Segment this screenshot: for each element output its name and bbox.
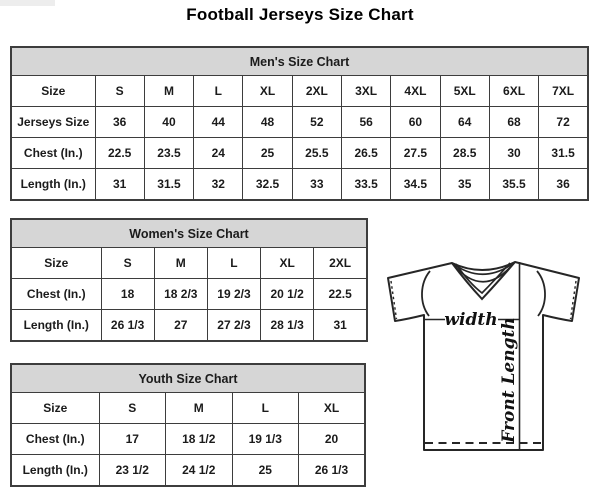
- cell-value: 25: [232, 454, 299, 486]
- column-header: 2XL: [314, 248, 367, 279]
- cell-value: 31.5: [539, 137, 588, 168]
- womens-size-chart-table: [10, 218, 368, 342]
- table-header-row: [11, 76, 588, 107]
- cell-value: 28.5: [440, 137, 489, 168]
- row-label: Chest (In.): [11, 278, 101, 309]
- cell-value: 26.5: [341, 137, 390, 168]
- cell-value: 40: [144, 106, 193, 137]
- column-header: XL: [261, 248, 314, 279]
- cell-value: 27: [154, 309, 207, 341]
- width-label: width: [444, 310, 498, 330]
- cell-value: 20: [299, 423, 366, 454]
- column-header: 4XL: [391, 76, 440, 107]
- row-label: Length (In.): [11, 309, 101, 341]
- row-label: Jerseys Size: [11, 106, 95, 137]
- cell-value: 33: [292, 168, 341, 200]
- column-header: Size: [11, 76, 95, 107]
- column-header: Size: [11, 248, 101, 279]
- cell-value: 28 1/3: [261, 309, 314, 341]
- table-title-row: [11, 219, 367, 248]
- column-header: M: [154, 248, 207, 279]
- cell-value: 23 1/2: [99, 454, 166, 486]
- row-label: Chest (In.): [11, 137, 95, 168]
- row-label: Length (In.): [11, 168, 95, 200]
- cell-value: 18 1/2: [166, 423, 233, 454]
- page-title: Football Jerseys Size Chart: [186, 5, 414, 24]
- column-header: XL: [243, 76, 292, 107]
- column-header: L: [207, 248, 260, 279]
- table-row: [11, 168, 588, 200]
- cell-value: 60: [391, 106, 440, 137]
- cell-value: 22.5: [95, 137, 144, 168]
- column-header: XL: [299, 393, 366, 424]
- cell-value: 33.5: [341, 168, 390, 200]
- table-title: Men's Size Chart: [11, 47, 588, 76]
- column-header: 2XL: [292, 76, 341, 107]
- column-header: 3XL: [341, 76, 390, 107]
- table-title: Women's Size Chart: [11, 219, 367, 248]
- cell-value: 22.5: [314, 278, 367, 309]
- jersey-outline: [388, 262, 579, 450]
- mens-size-chart-table: [10, 46, 589, 201]
- cell-value: 52: [292, 106, 341, 137]
- cell-value: 36: [95, 106, 144, 137]
- column-header: Size: [11, 393, 99, 424]
- cell-value: 17: [99, 423, 166, 454]
- column-header: 5XL: [440, 76, 489, 107]
- cell-value: 44: [194, 106, 243, 137]
- cell-value: 25.5: [292, 137, 341, 168]
- column-header: L: [232, 393, 299, 424]
- table-row: [11, 423, 365, 454]
- table-row: [11, 454, 365, 486]
- cell-value: 56: [341, 106, 390, 137]
- cell-value: 34.5: [391, 168, 440, 200]
- cell-value: 32.5: [243, 168, 292, 200]
- row-label: Length (In.): [11, 454, 99, 486]
- cell-value: 64: [440, 106, 489, 137]
- column-header: L: [194, 76, 243, 107]
- cell-value: 19 1/3: [232, 423, 299, 454]
- cell-value: 24 1/2: [166, 454, 233, 486]
- table-title-row: [11, 364, 365, 393]
- cell-value: 18: [101, 278, 154, 309]
- cell-value: 25: [243, 137, 292, 168]
- cell-value: 35: [440, 168, 489, 200]
- column-header: 6XL: [489, 76, 538, 107]
- table-header-row: [11, 393, 365, 424]
- table-row: [11, 106, 588, 137]
- cell-value: 31.5: [144, 168, 193, 200]
- table-row: [11, 137, 588, 168]
- cell-value: 20 1/2: [261, 278, 314, 309]
- cell-value: 19 2/3: [207, 278, 260, 309]
- column-header: S: [99, 393, 166, 424]
- cell-value: 32: [194, 168, 243, 200]
- cell-value: 26 1/3: [299, 454, 366, 486]
- table-header-row: [11, 248, 367, 279]
- column-header: 7XL: [539, 76, 588, 107]
- cell-value: 68: [489, 106, 538, 137]
- youth-size-chart-table: [10, 363, 366, 487]
- table-title-row: [11, 47, 588, 76]
- cell-value: 31: [314, 309, 367, 341]
- row-label: Chest (In.): [11, 423, 99, 454]
- cell-value: 36: [539, 168, 588, 200]
- column-header: S: [101, 248, 154, 279]
- cell-value: 35.5: [489, 168, 538, 200]
- cell-value: 30: [489, 137, 538, 168]
- column-header: S: [95, 76, 144, 107]
- jersey-measurement-diagram: [376, 244, 598, 458]
- cell-value: 48: [243, 106, 292, 137]
- cell-value: 72: [539, 106, 588, 137]
- table-row: [11, 278, 367, 309]
- front-length-label: Front Length: [499, 317, 519, 443]
- table-row: [11, 309, 367, 341]
- cell-value: 31: [95, 168, 144, 200]
- cell-value: 27 2/3: [207, 309, 260, 341]
- column-header: M: [144, 76, 193, 107]
- cell-value: 23.5: [144, 137, 193, 168]
- cell-value: 26 1/3: [101, 309, 154, 341]
- cell-value: 18 2/3: [154, 278, 207, 309]
- cell-value: 24: [194, 137, 243, 168]
- table-title: Youth Size Chart: [11, 364, 365, 393]
- column-header: M: [166, 393, 233, 424]
- cell-value: 27.5: [391, 137, 440, 168]
